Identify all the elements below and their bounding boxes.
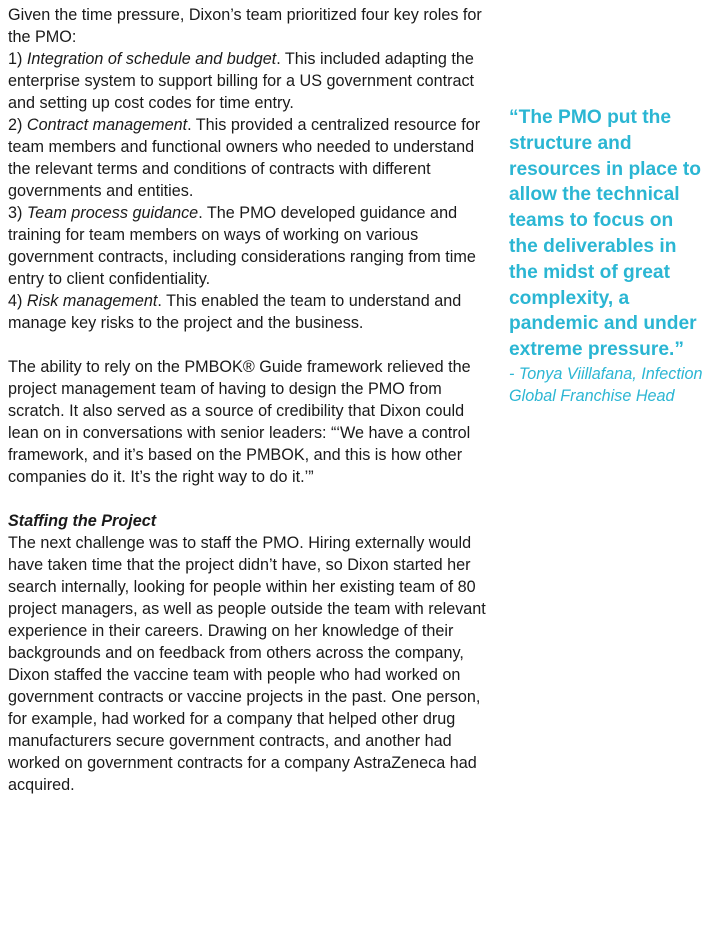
pull-quote: “The PMO put the structure and resources in place to allow the technical teams to focus on the deliverables in the midst of great complexity, a pandemic and under extreme pressure.”: [509, 107, 701, 361]
role-item-1: [8, 48, 498, 114]
role-description: . This enabled the team to understand and manage key risks to the project and the business.: [8, 292, 462, 332]
paragraph-spacer: [8, 334, 498, 356]
paragraph-spacer: [8, 488, 498, 510]
role-description: . This included adapting the enterprise system to support billing for a US government contract and setting up cost codes for time entry.: [8, 50, 475, 112]
role-description: . This provided a centralized resource for team members and functional owners who needed to understand the relevant terms and conditions of contracts with different governments and entities.: [8, 116, 481, 200]
role-number: 3): [8, 204, 23, 222]
staffing-heading: Staffing the Project: [8, 512, 157, 530]
role-description: . The PMO developed guidance and training for team members on ways of working on various government contracts, including considerations ranging from time entry to client confidentiality.: [8, 204, 476, 288]
role-title: Integration of schedule and budget: [26, 50, 277, 68]
role-number: 1): [8, 50, 23, 68]
quote-attribution: - Tonya Viillafana, Infection Global Franchise Head: [509, 364, 703, 405]
role-item-4: [8, 290, 498, 334]
role-item-3: [8, 202, 498, 290]
role-number: 2): [8, 116, 23, 134]
role-title: Risk management: [26, 292, 158, 310]
staffing-paragraph: The next challenge was to staff the PMO. Hiring externally would have taken time that the project didn’t have, so Dixon started her search internally, looking for people within her existing team of 80 project managers, as well as people outside the team with relevant experience in their careers. Drawing on her knowledge of their backgrounds and on feedback from others across the company, Dixon staffed the vaccine team with people who had worked on government contracts or vaccine projects in the past. One person, for example, had worked for a company that helped other drug manufacturers secure government contracts, and another had worked on government contracts for a company AstraZeneca had acquired.: [8, 534, 486, 794]
role-number: 4): [8, 292, 23, 310]
role-item-2: [8, 114, 498, 202]
pmbok-paragraph: The ability to rely on the PMBOK® Guide framework relieved the project management team of having to design the PMO from scratch. It also served as a source of credibility that Dixon could lean on in conversations with senior leaders: “‘We have a control framework, and it’s based on the PMBOK, and this is how other companies do it. It’s the right way to do it.’”: [8, 358, 471, 486]
role-title: Team process guidance: [26, 204, 199, 222]
intro-paragraph: Given the time pressure, Dixon’s team prioritized four key roles for the PMO:: [8, 6, 482, 46]
pull-quote-sidebar: [509, 105, 704, 407]
role-title: Contract management: [26, 116, 188, 134]
main-article-text: [8, 4, 498, 796]
